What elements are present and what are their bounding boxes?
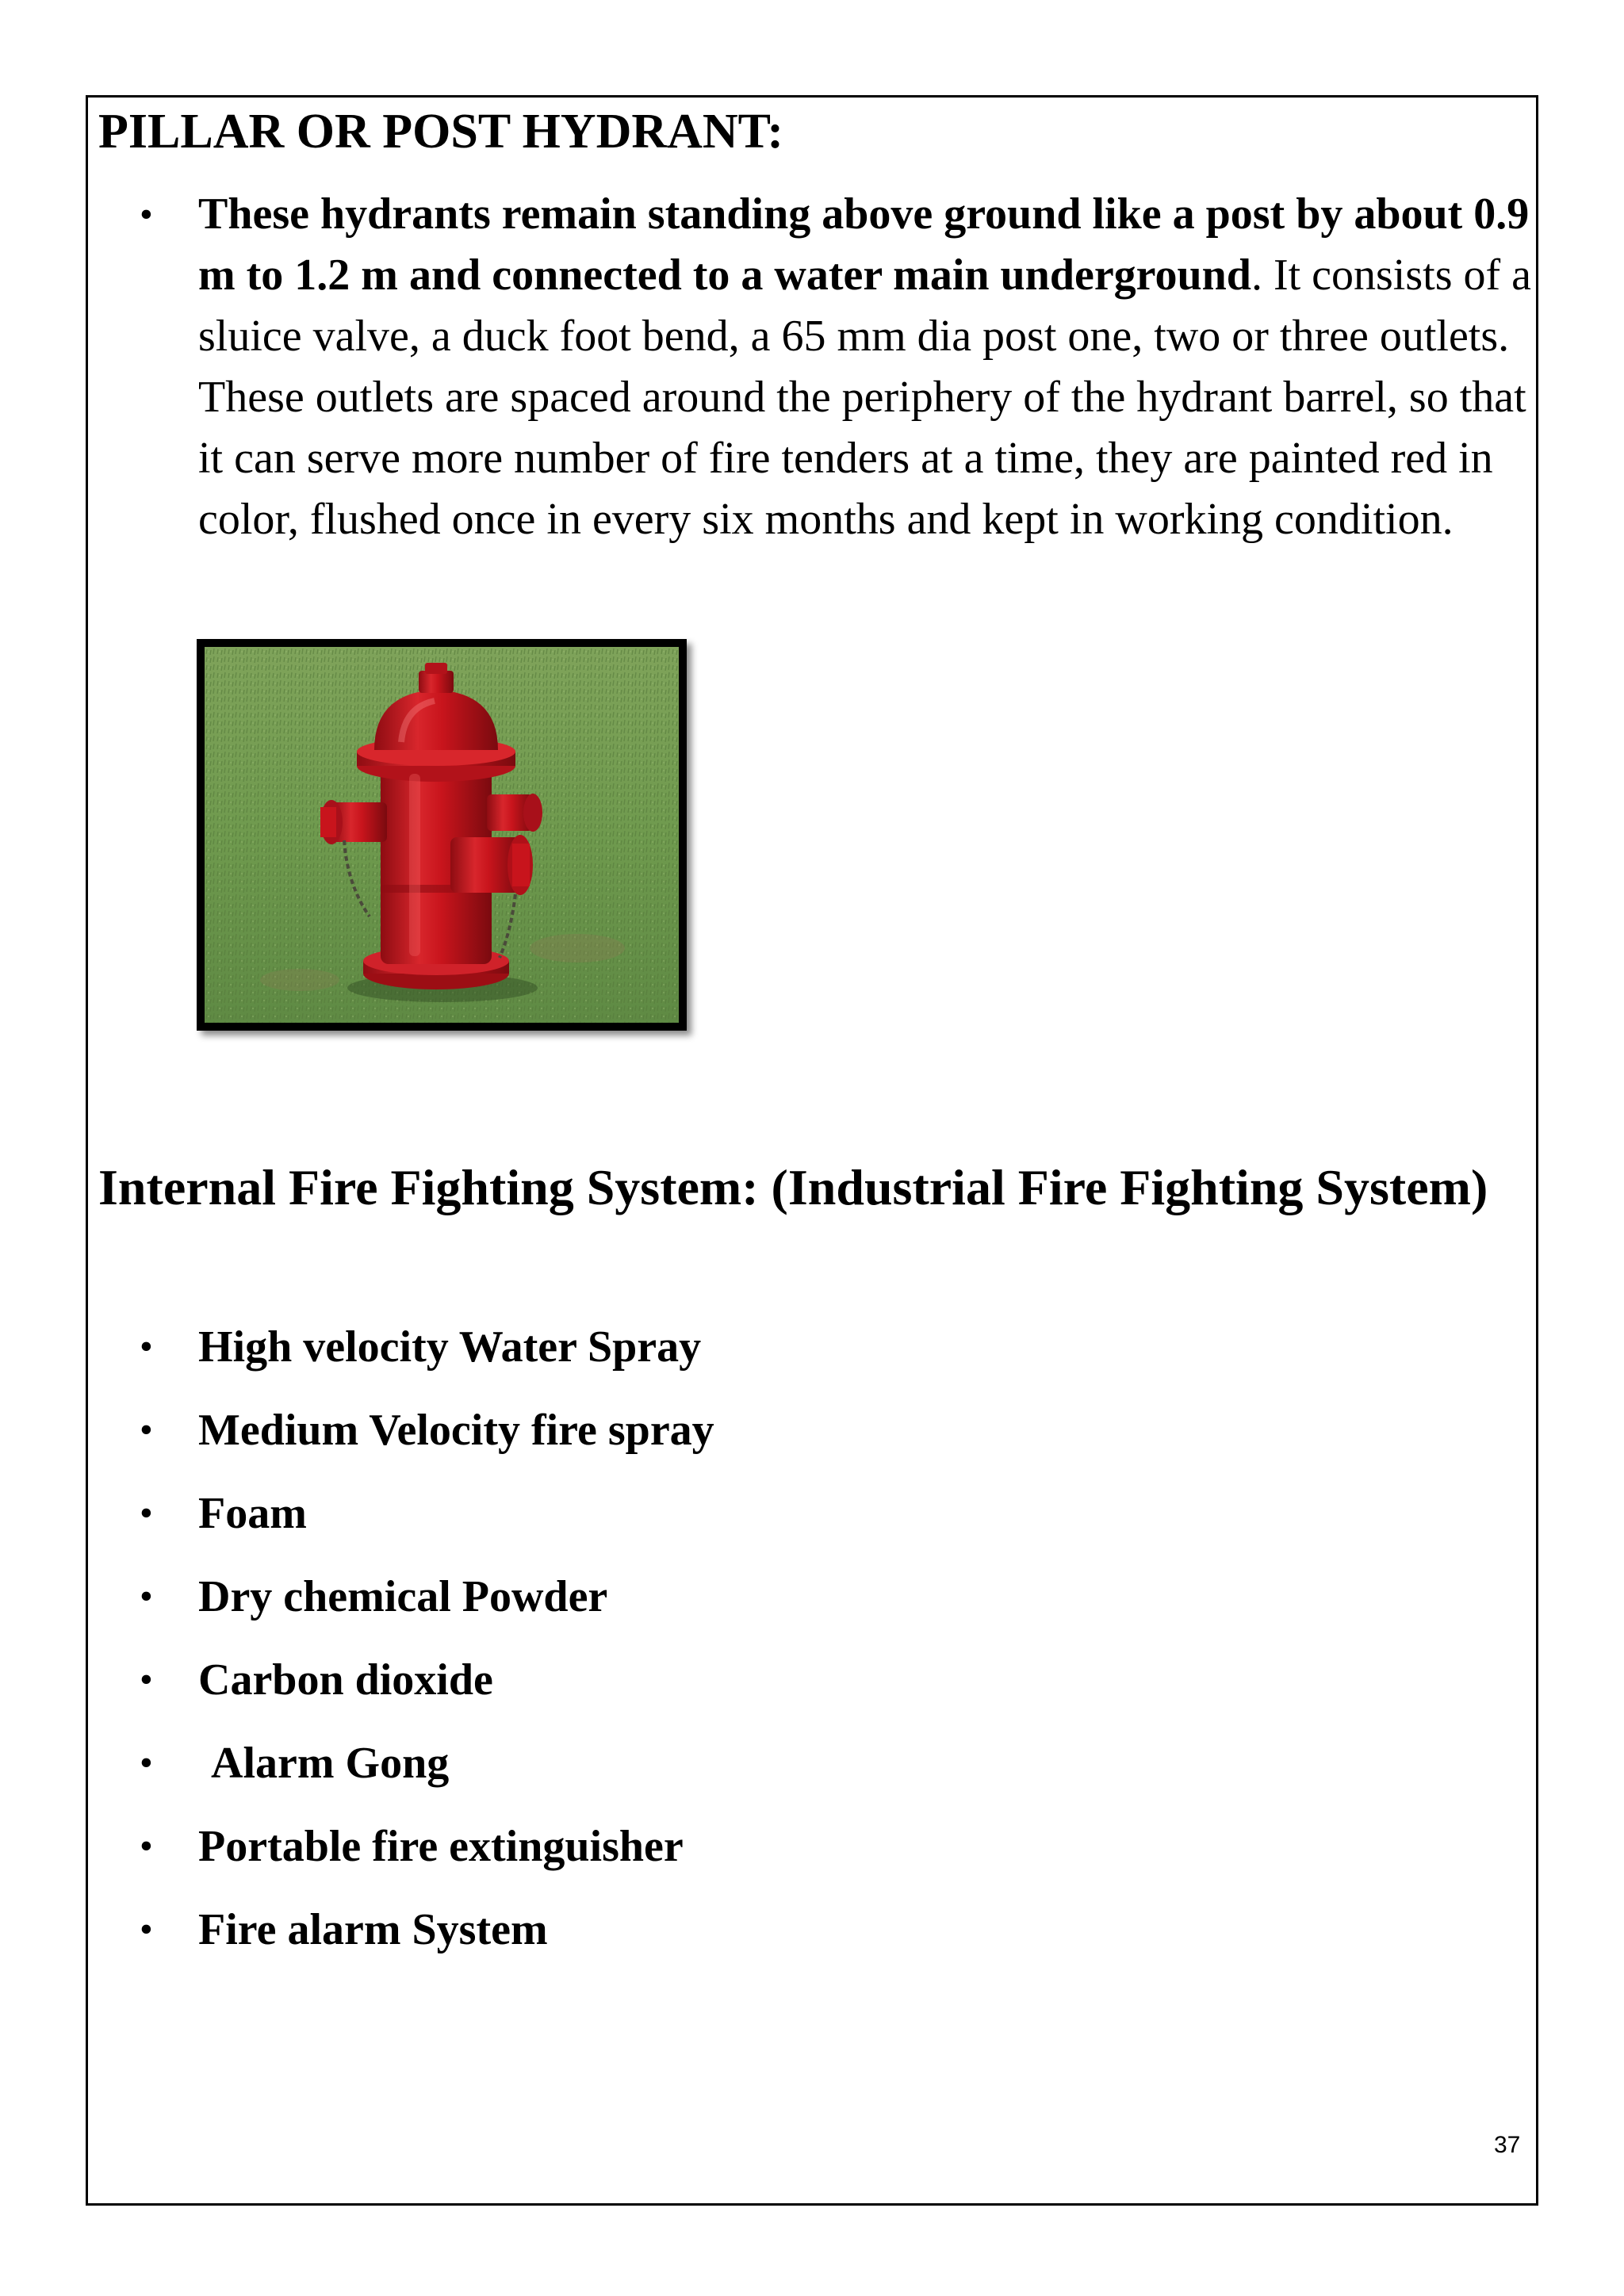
bullet-dot: • [140, 1659, 153, 1701]
fire-hydrant-photo [205, 647, 679, 1023]
bullet-dot: • [140, 1575, 153, 1617]
bullet-dot: • [140, 1409, 153, 1451]
description-bold-text: These hydrants remain standing above ground like a post by about 0.9 m to 1.2 m and connected to a water main underground [198, 189, 1530, 300]
list-item-label: Portable fire extinguisher [198, 1822, 684, 1871]
list-item-label: Fire alarm System [198, 1905, 548, 1954]
bullet-dot: • [140, 1742, 153, 1784]
bullet-dot: • [140, 1492, 153, 1534]
page-number: 37 [1494, 2132, 1521, 2158]
description-regular-text: . It consists of a sluice valve, a duck foot bend, a 65 mm dia post one, two or three outlets. These outlets are spaced around the periphery of the hydrant barrel, so that it can serve more number of fire tenders at a time, they are painted red in color, flushed once in every six months and kept in working condition. [198, 251, 1532, 544]
list-item-label: Dry chemical Powder [198, 1572, 608, 1621]
list-item-label: High velocity Water Spray [198, 1322, 702, 1372]
list-item-label: Carbon dioxide [198, 1655, 493, 1705]
bullet-dot: • [140, 1908, 153, 1950]
bullet-dot: • [140, 193, 153, 235]
list-item-label: Alarm Gong [211, 1739, 450, 1788]
section-heading-internal-fire-fighting: Internal Fire Fighting System: (Industrial Fire Fighting System) [98, 1159, 1488, 1215]
section-heading-pillar-hydrant: PILLAR OR POST HYDRANT: [98, 105, 784, 159]
list-item-label: Foam [198, 1489, 307, 1538]
fire-hydrant-photo-frame [197, 639, 687, 1031]
hydrant-description [198, 184, 1546, 550]
bullet-dot: • [140, 1326, 153, 1368]
list-item-label: Medium Velocity fire spray [198, 1406, 714, 1455]
bullet-dot: • [140, 1825, 153, 1867]
